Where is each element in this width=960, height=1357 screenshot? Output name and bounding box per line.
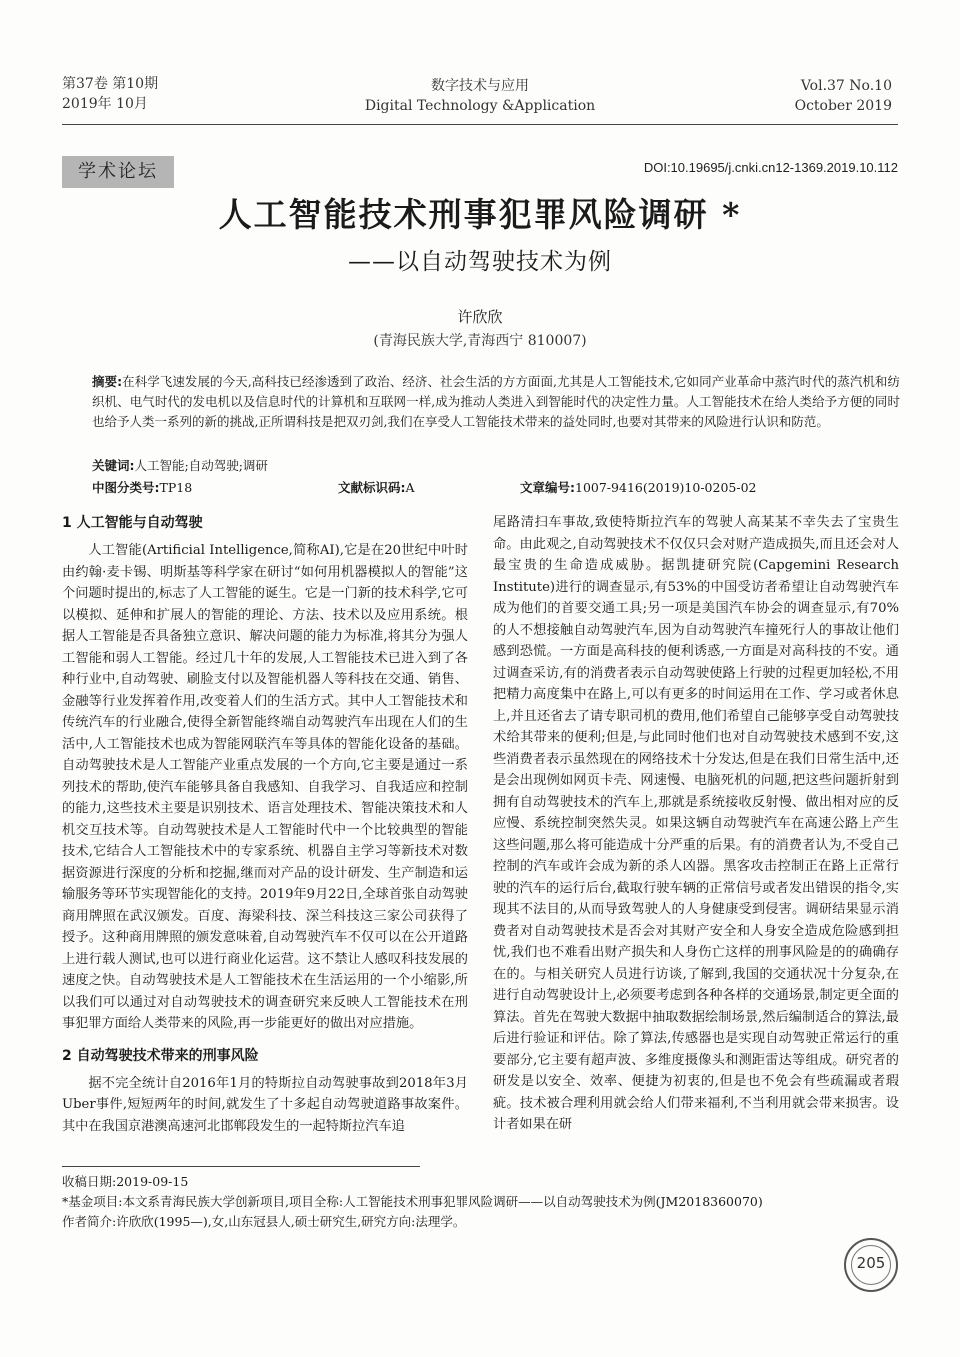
footnote-fund: *基金项目:本文系青海民族大学创新项目,项目全称:人工智能技术刑事犯罪风险调研——以自动驾驶技术为例(JM2018360070) — [62, 1194, 763, 1209]
author-affiliation: (青海民族大学,青海西宁 810007) — [373, 333, 587, 349]
header-volume-info — [62, 74, 158, 114]
article-number-value: 1007-9416(2019)10-0205-02 — [575, 480, 757, 495]
section2-paragraph-continued: 尾路清扫车事故,致使特斯拉汽车的驾驶人高某某不幸失去了宝贵生命。由此观之,自动驾驶技术不仅仅只会对财产造成损失,而且还会对人最宝贵的生命造成威胁。据凯捷研究院(Capgemini Research Institute)进行的调查显示,有53%的中国受访者希望让自动驾驶汽车成为他们的首要交通工具;另一项是美国汽车协会的调查显示,有70%的人不想接触自动驾驶汽车,因为自动驾驶汽车撞死行人的事故让他们感到恐慌。一方面是高科技的便利诱惑,一方面是对高科技的不安。通过调查采访,有的消费者表示自动驾驶使路上行驶的过程更加轻松,不用把精力高度集中在路上,可以有更多的时间运用在工作、学习或者休息上,并且还省去了请专职司机的费用,他们希望自己能够享受自动驾驶技术给其带来的便利;但是,与此同时他们也对自动驾驶技术感到不安,这些消费者表示虽然现在的网络技术十分发达,但是在我们日常生活中,还是会出现例如网页卡壳、网速慢、电脑死机的问题,把这些问题折射到拥有自动驾驶技术的汽车上,那就是系统接收反射慢、做出相对应的反应慢、系统控制突然失灵。如果这辆自动驾驶汽车在高速公路上产生这些问题,那么将可能造成十分严重的后果。有的消费者认为,不受自己控制的汽车或许会成为新的杀人凶器。黑客攻击控制正在路上正常行驶的汽车的运行后台,截取行驶车辆的正常信号或者发出错误的指令,实现其不法目的,从而导致驾驶人的人身健康受到侵害。调研结果显示消费者对自动驾驶技术是否会对其财产安全和人身安全造成危险感到担忧,我们也不难看出财产损失和人身伤亡这样的刑事风险是的的确确存在的。与相关研究人员进行访谈,了解到,我国的交通状况十分复杂,在进行自动驾驶设计上,必须要考虑到各种各样的交通场景,制定更全面的算法。首先在驾驶大数据中抽取数据绘制场景,然后编制适合的算法,最后进行验证和评估。除了算法,传感器也是实现自动驾驶正常运行的重要部分,它主要有超声波、多维度摄像头和测距雷达等组成。研究者的研发是以安全、效率、便捷为初衷的,但是也不免会有些疏漏或者瑕疵。技术被合理利用就会给人们带来福利,不当利用就会带来损害。设计者如果在研 — [493, 515, 899, 1132]
header-rule — [62, 124, 898, 125]
header-journal-name — [300, 76, 660, 116]
author-name: 许欣欣 — [457, 308, 503, 326]
header-year-month: 2019年 10月 — [62, 96, 148, 112]
abstract — [92, 372, 900, 432]
abstract-label: 摘要: — [92, 374, 123, 389]
abstract-text: 在科学飞速发展的今天,高科技已经渗透到了政治、经济、社会生活的方方面面,尤其是人工智能技术,它如同产业革命中蒸汽时代的蒸汽机和纺织机、电气时代的发电机以及信息时代的计算机和互联网一样,成为推动人类进入到智能时代的决定性力量。人工智能技术在给人类给予方便的同时也给予人类一系列的新的挑战,正所谓科技是把双刃剑,我们在享受人工智能技术带来的益处同时,也要对其带来的风险进行认识和防范。 — [92, 374, 900, 429]
section-tag: 学术论坛 — [62, 156, 174, 188]
keywords-text: 人工智能;自动驾驶;调研 — [134, 458, 268, 473]
header-volume-info-en — [795, 76, 892, 116]
header-journal-name-en: Digital Technology &Application — [364, 98, 596, 114]
body-column-right — [493, 512, 899, 1136]
section2-paragraph: 据不完全统计自2016年1月的特斯拉自动驾驶事故到2018年3月Uber事件,短短两年的时间,就发生了十多起自动驾驶道路事故案件。其中在我国京港澳高速河北邯郸段发生的一起特斯拉汽车追 — [62, 1075, 468, 1134]
classification-label: 中图分类号: — [92, 480, 160, 495]
footnotes — [62, 1172, 902, 1232]
doc-code-value: A — [405, 480, 415, 495]
footnote-rule — [62, 1166, 420, 1167]
footnote-author-bio: 作者简介:许欣欣(1995—),女,山东冠县人,硕士研究生,研究方向:法理学。 — [62, 1214, 466, 1229]
body-column-left — [62, 512, 468, 1137]
header-volume-issue: 第37卷 第10期 — [62, 76, 159, 92]
doc-code — [338, 478, 415, 498]
section1-heading: 1 人工智能与自动驾驶 — [62, 515, 203, 531]
classification — [92, 478, 192, 498]
page-number-seal-icon — [844, 1238, 898, 1292]
article-number — [520, 478, 756, 498]
doi: DOI:10.19695/j.cnki.cn12-1369.2019.10.112 — [643, 160, 898, 175]
classification-value: TP18 — [159, 480, 193, 495]
header-vol-no: Vol.37 No.10 — [800, 78, 892, 94]
doc-code-label: 文献标识码: — [338, 480, 406, 495]
keywords-label: 关键词: — [92, 458, 135, 473]
header-month-year-en: October 2019 — [794, 98, 892, 114]
paper-title: 人工智能技术刑事犯罪风险调研 * — [218, 195, 742, 234]
footnote-received-date: 收稿日期:2019-09-15 — [62, 1174, 189, 1189]
header-journal-name-cn: 数字技术与应用 — [431, 78, 529, 94]
section1-paragraph: 人工智能(Artificial Intelligence,简称AI),它是在20世纪中叶时由约翰·麦卡锡、明斯基等科学家在研讨“如何用机器模拟人的智能”这个问题时提出的,标志了人工智能的诞生。它是一门新的技术科学,它可以模拟、延伸和扩展人的智能的理论、方法、技术以及应用系统。根据人工智能是否具备独立意识、解决问题的能力为标准,将其分为强人工智能和弱人工智能。经过几十年的发展,人工智能技术已进入到了各种行业中,自动驾驶、刷脸支付以及智能机器人等科技在交通、销售、金融等行业发挥着作用,改变着人们的生活方式。其中人工智能技术和传统汽车的行业融合,使得全新智能终端自动驾驶汽车出现在人们的生活中,人工智能技术也成为智能网联汽车等具体的智能化设备的基础。自动驾驶技术是人工智能产业重点发展的一个方向,它主要是通过一系列技术的帮助,使汽车能够具备自我感知、自我学习、自我适应和控制的能力,这些技术主要是识别技术、语言处理技术、智能决策技术和人机交互技术等。自动驾驶技术是人工智能时代中一个比较典型的智能技术,它结合人工智能技术中的专家系统、机器自主学习等新技术对数据资源进行深度的分析和挖掘,继而对产品的设计研发、生产制造和运输服务等环节实现智能化的支持。2019年9月22日,全球首张自动驾驶商用牌照在武汉颁发。百度、海梁科技、深兰科技这三家公司获得了授予。这种商用牌照的颁发意味着,自动驾驶汽车不仅可以在公开道路上进行载人测试,也可以进行商业化运营。这不禁让人感叹科技发展的速度之快。自动驾驶技术是人工智能技术在生活运用的一个小缩影,所以我们可以通过对自动驾驶技术的调查研究来反映人工智能技术在刑事犯罪方面给人类带来的风险,再一步能更好的做出对应措施。 — [62, 543, 468, 1031]
keywords — [92, 456, 900, 476]
article-number-label: 文章编号: — [520, 480, 575, 495]
paper-subtitle: ——以自动驾驶技术为例 — [348, 249, 612, 275]
page-number: 205 — [856, 1254, 886, 1272]
section2-heading: 2 自动驾驶技术带来的刑事风险 — [62, 1047, 259, 1064]
